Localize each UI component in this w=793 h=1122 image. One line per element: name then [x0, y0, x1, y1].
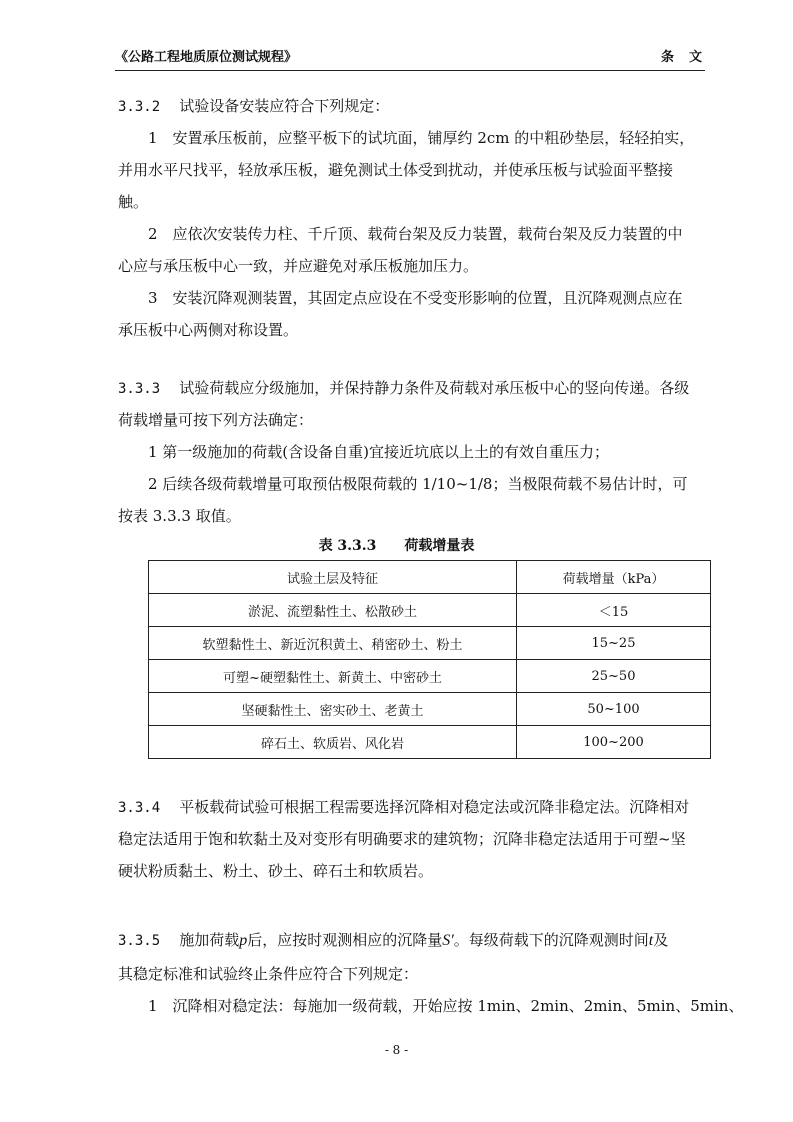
paragraph-text: 试验荷载应分级施加，并保持静力条件及荷载对承压板中心的竖向传递。各级: [179, 379, 690, 397]
paragraph-text: 平板载荷试验可根据工程需要选择沉降相对稳定法或沉降非稳定法。沉降相对: [179, 798, 690, 816]
paragraph-line: 1 安置承压板前，应整平板下的试坑面，铺厚约 2cm 的中粗砂垫层，轻轻拍实，: [148, 129, 695, 147]
list-item: 1 沉降相对稳定法：每施加一级荷载，开始应按 1min、2min、2min、5min、5min、: [148, 997, 744, 1015]
paragraph-line: 3 安装沉降观测装置，其固定点应设在不受变形影响的位置，且沉降观测点应在: [148, 289, 683, 307]
table-cell: 可塑~硬塑黏性土、新黄土、中密砂土: [149, 660, 517, 693]
time-symbol: t: [648, 932, 654, 949]
section-3-3-4-heading: [118, 797, 689, 818]
table-cell: 淤泥、流塑黏性土、松散砂土: [149, 594, 517, 627]
table-row: [149, 693, 711, 726]
paragraph-line: 心应与承压板中心一致，并应避免对承压板施加压力。: [118, 257, 479, 275]
table-row: [149, 726, 711, 759]
section-3-3-5-heading: [118, 930, 668, 951]
load-increment-table: [148, 560, 711, 759]
table-cell: 25~50: [517, 660, 711, 693]
table-header-cell: 荷载增量（kPa）: [517, 561, 711, 594]
table-row: [149, 594, 711, 627]
paragraph-line: 2 应依次安装传力柱、千斤顶、载荷台架及反力装置，载荷台架及反力装置的中: [148, 225, 683, 243]
list-item: 2 后续各级荷载增量可取预估极限荷载的 1/10~1/8；当极限荷载不易估计时，可: [148, 475, 688, 493]
list-item: 1 第一级施加的荷载(含设备自重)宜接近坑底以上土的有效自重压力；: [148, 443, 610, 461]
table-header-row: [149, 561, 711, 594]
paragraph-line: 稳定法适用于饱和软黏土及对变形有明确要求的建筑物；沉降非稳定法适用于可塑~坚: [118, 830, 686, 848]
table-cell: ＜15: [517, 594, 711, 627]
running-header: [115, 44, 705, 71]
section-title: 试验设备安装应符合下列规定：: [179, 97, 390, 115]
paragraph-text: 后，应按时观测相应的沉降量: [247, 931, 443, 949]
section-number: 3.3.2: [118, 99, 161, 115]
section-3-3-2-heading: [118, 96, 389, 117]
section-3-3-3-heading: [118, 378, 689, 399]
table-header-cell: 试验土层及特征: [149, 561, 517, 594]
section-number: 3.3.3: [118, 381, 161, 397]
section-number: 3.3.4: [118, 800, 161, 816]
table-cell: 坚硬黏性土、密实砂土、老黄土: [149, 693, 517, 726]
paragraph-line: 并用水平尺找平，轻放承压板，避免测试土体受到扰动，并使承压板与试验面平整接: [118, 161, 674, 179]
paragraph-line: 荷载增量可按下列方法确定：: [118, 411, 314, 429]
paragraph-text: 及: [653, 931, 669, 949]
header-section-label: 条 文: [660, 50, 703, 65]
table-caption: 表 3.3.3 荷载增量表: [318, 538, 475, 554]
table-cell: 50~100: [517, 693, 711, 726]
table-row: [149, 660, 711, 693]
header-title: 《公路工程地质原位测试规程》: [115, 50, 298, 65]
paragraph-line: 硬状粉质黏土、粉土、砂土、碎石土和软质岩。: [118, 862, 434, 880]
table-cell: 碎石土、软质岩、风化岩: [149, 726, 517, 759]
table-cell: 软塑黏性土、新近沉积黄土、稍密砂土、粉土: [149, 627, 517, 660]
page-number: - 8 -: [384, 1043, 409, 1057]
paragraph-line: 承压板中心两侧对称设置。: [118, 321, 299, 339]
paragraph-text: 。每级荷载下的沉降观测时间: [453, 931, 649, 949]
table-cell: 100~200: [517, 726, 711, 759]
paragraph-line: 按表 3.3.3 取值。: [118, 507, 241, 525]
settlement-symbol: S′: [442, 932, 454, 949]
load-symbol: p: [239, 932, 248, 949]
paragraph-line: 其稳定标准和试验终止条件应符合下列规定：: [118, 965, 419, 983]
section-number: 3.3.5: [118, 933, 161, 949]
paragraph-line: 触。: [118, 193, 149, 211]
table-row: [149, 627, 711, 660]
paragraph-text: 施加荷载: [179, 931, 240, 949]
table-cell: 15~25: [517, 627, 711, 660]
